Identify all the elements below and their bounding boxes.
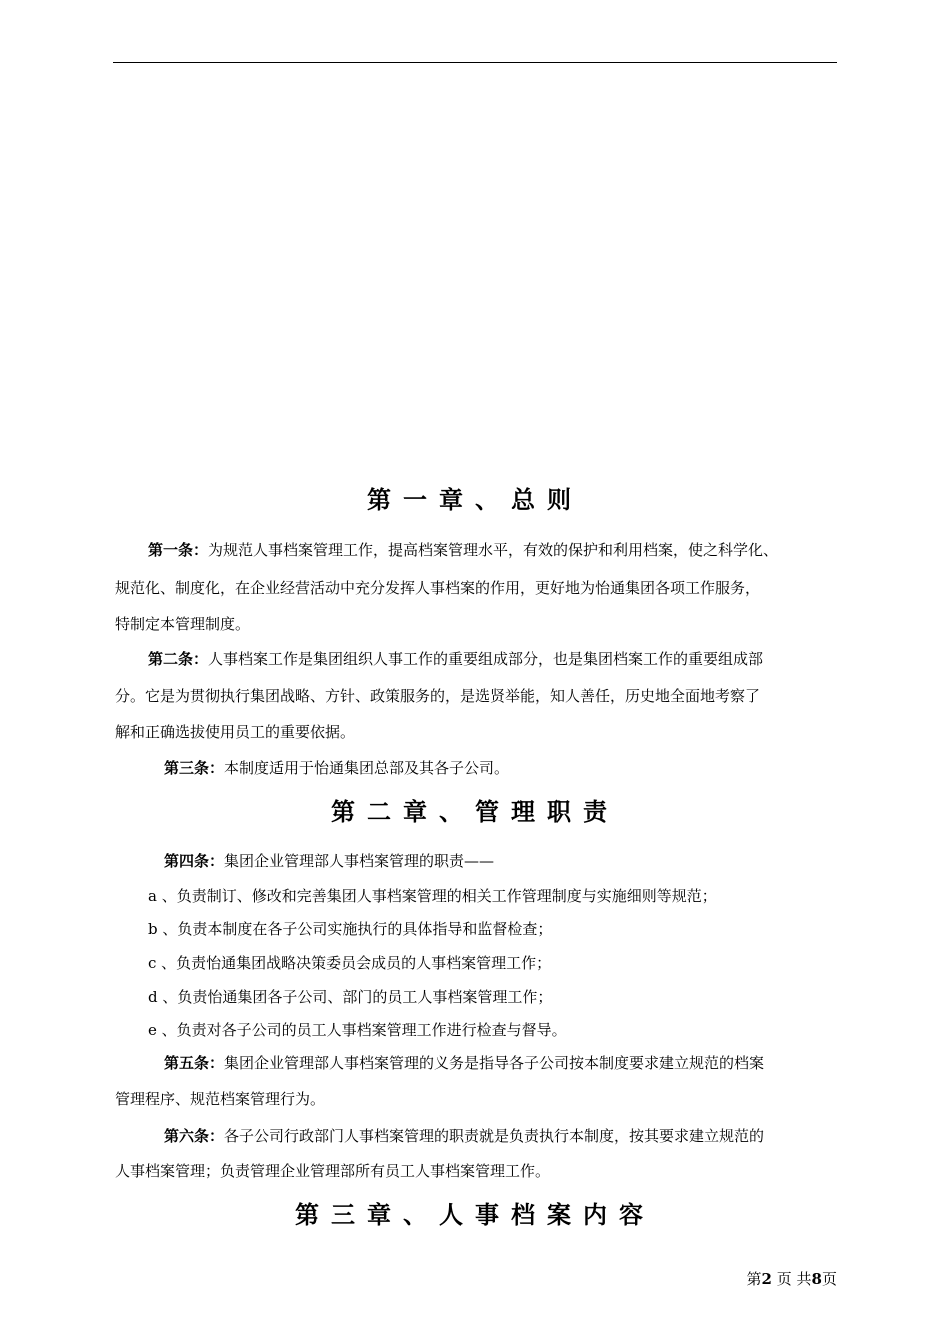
list-item: e 、负责对各子公司的员工人事档案管理工作进行检查与督导。 (148, 1021, 567, 1039)
chapter-3-title: 第三章、人事档案内容 (295, 1201, 655, 1229)
article-6-line-1: 第六条：各子公司行政部门人事档案管理的职责就是负责执行本制度，按其要求建立规范的 (164, 1127, 765, 1145)
article-4-label: 第四条： (164, 852, 225, 870)
article-6-line-2: 人事档案管理；负责管理企业管理部所有员工人事档案管理工作。 (115, 1162, 551, 1180)
article-3-line-1: 第三条：本制度适用于怡通集团总部及其各子公司。 (164, 759, 510, 777)
list-item: c 、负责怡通集团战略决策委员会成员的人事档案管理工作； (148, 954, 552, 972)
article-2-label: 第二条： (148, 650, 209, 668)
article-5-line-2: 管理程序、规范档案管理行为。 (115, 1090, 326, 1108)
list-item: d 、负责怡通集团各子公司、部门的员工人事档案管理工作； (148, 988, 553, 1006)
article-2-line-3: 解和正确选拔使用员工的重要依据。 (115, 723, 356, 741)
total-pages: 8 (811, 1270, 822, 1288)
article-1-line-3: 特制定本管理制度。 (115, 615, 251, 633)
article-1-line-1: 第一条：为规范人事档案管理工作，提高档案管理水平，有效的保护和利用档案，使之科学化、 (148, 541, 779, 559)
article-6-label: 第六条： (164, 1127, 225, 1145)
header-rule (113, 62, 837, 63)
current-page: 2 (761, 1270, 772, 1288)
article-4-line-1: 第四条：集团企业管理部人事档案管理的职责—— (164, 852, 495, 870)
page-number-footer: 第2 页 共8页 (746, 1270, 837, 1288)
chapter-1-title: 第一章、总则 (367, 486, 583, 514)
article-3-label: 第三条： (164, 759, 225, 777)
article-2-line-2: 分。它是为贯彻执行集团战略、方针、政策服务的，是选贤举能，知人善任，历史地全面地考察了 (115, 687, 761, 705)
article-1-label: 第一条： (148, 541, 209, 559)
list-item: a 、负责制订、修改和完善集团人事档案管理的相关工作管理制度与实施细则等规范； (148, 887, 717, 905)
chapter-2-title: 第二章、管理职责 (331, 798, 619, 826)
list-item: b 、负责本制度在各子公司实施执行的具体指导和监督检查； (148, 920, 553, 938)
article-2-line-1: 第二条：人事档案工作是集团组织人事工作的重要组成部分，也是集团档案工作的重要组成部 (148, 650, 764, 668)
article-1-line-2: 规范化、制度化，在企业经营活动中充分发挥人事档案的作用，更好地为怡通集团各项工作服务， (115, 579, 761, 597)
article-5-line-1: 第五条：集团企业管理部人事档案管理的义务是指导各子公司按本制度要求建立规范的档案 (164, 1054, 765, 1072)
article-5-label: 第五条： (164, 1054, 225, 1072)
